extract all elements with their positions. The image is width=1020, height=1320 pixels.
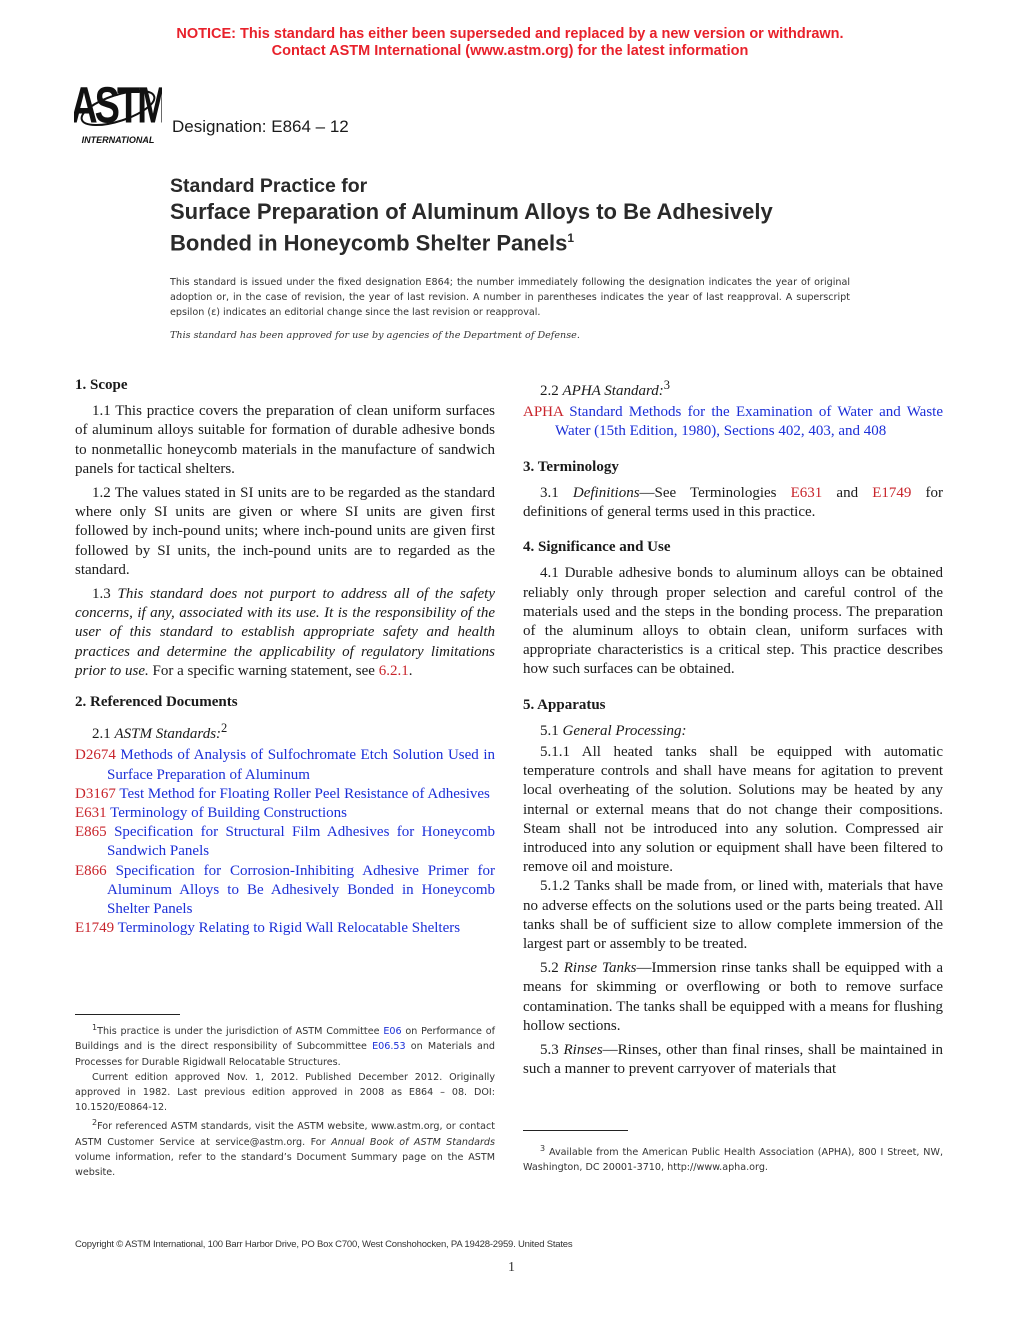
footnote-text: For referenced ASTM standards, visit the ASTM website, www.astm.org, or contact ASTM Customer Service at service@astm.org. For [75,1121,495,1148]
footnote-1 [75,1020,495,1070]
para-text: and [822,484,873,501]
link-6-2-1[interactable]: 6.2.1 [378,662,409,679]
reference-code[interactable]: E865 [75,824,107,841]
notice-line-1: NOTICE: This standard has either been superseded and replaced by a new version or withdrawn. [176,26,844,42]
astm-logo-icon [74,74,162,146]
para-number: 3.1 [540,484,573,501]
footnote-text: volume information, refer to the standard’s Document Summary page on the ASTM website. [75,1152,495,1179]
reference-code[interactable]: E631 [75,805,107,822]
reference-code[interactable]: E1749 [75,920,115,937]
footnotes-left [75,1020,495,1180]
logo-letters: ASTM [74,76,162,134]
title-footnote-mark[interactable]: 1 [567,231,574,245]
footnote-mark[interactable]: 3 [663,378,670,392]
title-line-1: Standard Practice for [170,175,368,197]
para-number: 5.1 [540,722,563,739]
astm-reference-list [75,746,495,938]
footnote-text: on Materials and Processes for Durable Rigidwall Relocatable Structures. [75,1041,496,1068]
para-3-1 [523,484,943,522]
reference-item-apha[interactable] [523,403,943,441]
reference-item[interactable] [75,804,495,823]
section-heading-significance: 4. Significance and Use [523,539,671,556]
para-5-3 [523,1041,943,1079]
dod-note: This standard has been approved for use by agencies of the Department of Defense. [170,330,580,341]
para-text: for definitions of general terms used in this practice. [523,484,943,521]
para-5-1-1: 5.1.1 All heated tanks shall be equipped with automatic temperature controls and shall have means for agitation to prevent local overheating of the solution. Solutions may be heated by any internal or external means that do not change their compositions. Steam shall not be introduced into any solution. Compressed air introduced into any solution or equipment shall have been filtered to remove oil and moisture. [523,744,943,876]
link-e1749[interactable]: E1749 [872,484,912,501]
para-text: —Rinses, other than final rinses, shall be maintained in such a manner to prevent carryover of materials that [523,1042,944,1078]
issued-note: This standard is issued under the fixed designation E864; the number immediately following the designation indicates the year of original adoption or, in the case of revision, the year of last revision. A number in parentheses indicates the year of last reapproval. A superscript epsilon (ε) indicates an editorial change since the last revision or reapproval. [170,277,850,318]
footnote-3 [523,1141,943,1176]
subsection-label: Rinses [563,1042,603,1059]
reference-title[interactable]: Methods of Analysis of Sulfochromate Etch Solution Used in Surface Preparation of Aluminum [107,747,495,783]
footnote-text: This practice is under the jurisdiction of ASTM Committee [97,1026,384,1038]
reference-title[interactable]: Standard Methods for the Examination of Water and Waste Water (15th Edition, 1980), Sections 402, 403, and 408 [555,404,943,440]
reference-title[interactable]: Specification for Structural Film Adhesives for Honeycomb Sandwich Panels [107,824,495,860]
logo-org: INTERNATIONAL [81,135,155,145]
footnote-mark: 2 [92,1118,98,1128]
footnote-mark[interactable]: 2 [221,721,228,736]
para-number: 2.2 [540,383,563,399]
reference-title[interactable]: Test Method for Floating Roller Peel Resistance of Adhesives [119,785,490,802]
link-e06[interactable]: E06 [383,1026,402,1038]
para-text: . [408,662,413,679]
reference-item[interactable] [75,785,495,804]
para-1-3 [75,585,495,681]
para-1-2: 1.2 The values stated in SI units are to be regarded as the standard where only SI units are given or where SI units are given first followed by inch-pound units; where inch-pound units are given first followed by SI units, the inch-pound units are to regarded as the standard. [75,485,495,578]
footnote-italic: Annual Book of ASTM Standards [331,1136,495,1148]
para-5-1 [523,722,943,741]
page-number: 1 [508,1260,515,1275]
subsection-label: Rinse Tanks [563,960,637,977]
right-column [523,376,943,1085]
reference-item[interactable] [75,823,495,861]
section-heading-referenced: 2. Referenced Documents [75,694,238,711]
section-heading-apparatus: 5. Apparatus [523,696,606,713]
notice-line-2: Contact ASTM International (www.astm.org) for the latest information [271,43,749,59]
label-text: ASTM Standards: [114,726,222,743]
para-text: —See Terminologies [639,484,791,501]
reference-code[interactable]: APHA [523,404,564,421]
para-5-1-2: 5.1.2 Tanks shall be made from, or lined with, materials that have no adverse effects on the solutions used or the parts being treated. All tanks shall be of sufficient size to allow complete immersion of the largest part or assembly to be treated. [523,878,943,953]
footnote-divider [75,1014,180,1015]
footnote-mark: 3 [540,1144,546,1153]
section-heading-terminology: 3. Terminology [523,458,619,475]
section-heading-scope: 1. Scope [75,377,128,393]
astm-standards-label [75,719,495,744]
reference-item[interactable] [75,746,495,784]
para-1-1: 1.1 This practice covers the preparation of clean uniform surfaces of aluminum alloys suitable for formation of durable adhesive bonds to nonmetallic honeycomb materials in the manufacture of sandwich panels for tactical shelters. [75,403,495,477]
label-text: APHA Standard: [562,383,664,399]
safety-statement: This standard does not purport to address all of the safety concerns, if any, associated with its use. It is the responsibility of the user of this standard to establish appropriate safety and health practices and determine the applicability of regulatory limitations prior to use. [75,586,496,679]
para-number: 2.1 [92,726,115,743]
para-text: —Immersion rinse tanks shall be equipped with a means for skimming or overflowing or both to remove surface contamination. The tanks shall be equipped with a means for flushing hollow sections. [523,960,943,1034]
link-e06-53[interactable]: E06.53 [372,1041,406,1053]
term-label: Definitions [572,484,640,501]
title-line-2: Surface Preparation of Aluminum Alloys to Be Adhesively [170,199,773,224]
reference-code[interactable]: D2674 [75,747,116,764]
para-4-1: 4.1 Durable adhesive bonds to aluminum alloys can be obtained reliably only through proper selection and careful control of the materials used and the steps in the bonding process. The preparation of the aluminum alloys to obtain clean, uniform surfaces with appropriate characteristics is a critical step. This practice describes how such surfaces can be obtained. [523,565,943,678]
apha-standard-label [523,376,943,401]
para-number: 1.3 [92,586,118,603]
reference-code[interactable]: D3167 [75,785,116,802]
footnote-2 [75,1115,495,1180]
footnote-divider [523,1130,628,1131]
link-e631[interactable]: E631 [790,484,823,501]
withdrawal-notice [0,26,1020,60]
reference-item[interactable] [75,862,495,920]
document-title [170,174,773,256]
para-5-2 [523,959,943,1036]
para-number: 5.3 [540,1042,564,1059]
copyright: Copyright © ASTM International, 100 Barr Harbor Drive, PO Box C700, West Conshohocken, PA 19428-2959. United States [75,1239,573,1250]
para-number: 5.2 [540,960,564,977]
designation: Designation: E864 – 12 [172,117,349,136]
para-text: For a specific warning statement, see [148,662,379,679]
left-column [75,376,495,938]
reference-title[interactable]: Terminology Relating to Rigid Wall Relocatable Shelters [117,920,461,937]
reference-code[interactable]: E866 [75,862,107,879]
footnote-mark: 1 [92,1023,98,1032]
title-line-3: Bonded in Honeycomb Shelter Panels [170,230,568,256]
footnote-text: Available from the American Public Health Association (APHA), 800 I Street, NW, Washington, DC 20001-3710, http://www.apha.org. [523,1147,943,1174]
footnote-text: on Performance of Buildings and is the direct responsibility of Subcommittee [75,1026,496,1053]
reference-item[interactable] [75,919,495,938]
footnotes-right [523,1141,943,1176]
subsection-label: General Processing: [562,722,687,739]
reference-title[interactable]: Specification for Corrosion-Inhibiting Adhesive Primer for Aluminum Alloys to Be Adhesively Bonded in Honeycomb Shelter Panels [107,862,495,918]
footnote-1-edition: Current edition approved Nov. 1, 2012. Published December 2012. Originally approved in 1982. Last previous edition approved in 2008 as E864 – 08. DOI: 10.1520/E0864-12. [75,1071,495,1114]
reference-title[interactable]: Terminology of Building Constructions [110,805,348,822]
